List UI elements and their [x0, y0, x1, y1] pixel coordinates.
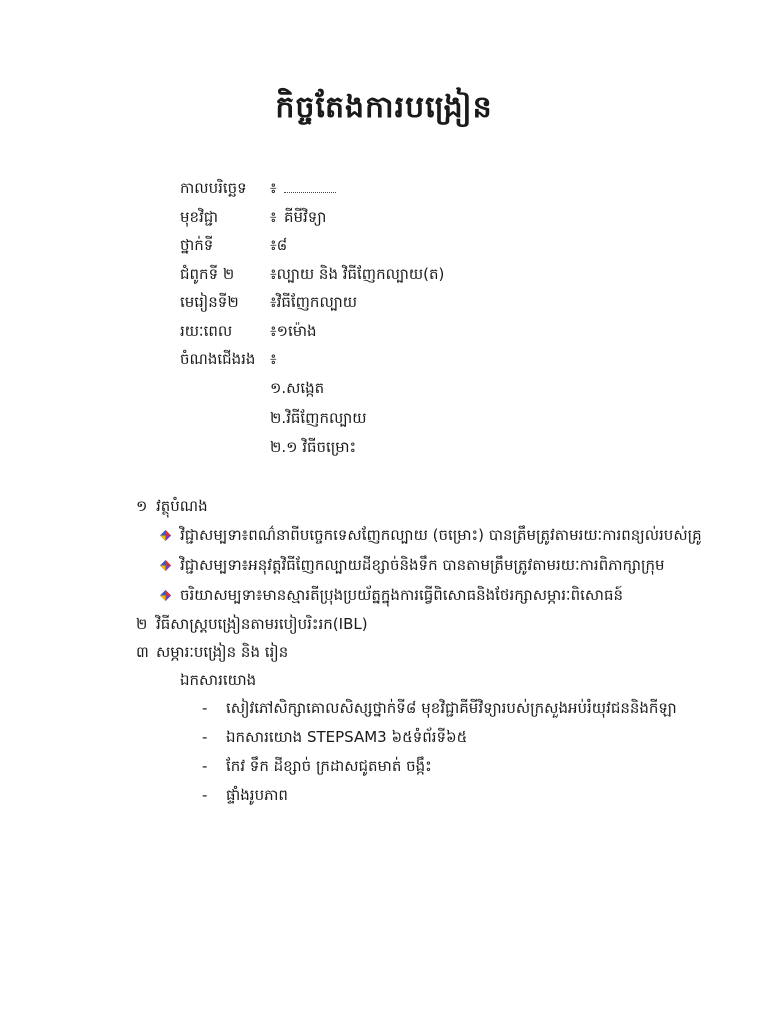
chapter-value: ៖ល្បាយ និង វិធីញែកល្បាយ(ត)	[270, 264, 445, 283]
reference-text: សៀវភៅសិក្សាគោលសិស្សថ្នាក់ទី៨ មុខវិជ្ជាគីមីវិទ្យារបស់ក្រសួងអប់រំយុវជននិងកីឡា	[226, 699, 677, 717]
objective-item	[136, 550, 768, 580]
section-title: វិធីសាស្ត្របង្រៀនតាមរបៀបរិះរក(IBL)	[156, 615, 368, 633]
section-objectives-heading	[136, 492, 768, 520]
dash-bullet-icon: -	[202, 757, 208, 775]
reference-item	[136, 781, 768, 810]
dash-bullet-icon: -	[202, 786, 208, 804]
document-title: កិច្ចតែងការបង្រៀន	[275, 90, 493, 125]
objective-text: វិជ្ជាសម្បទា៖ពណ៌នាពីបច្ចេកទេសញែកល្បាយ (ចម្រោះ) បានត្រឹមត្រូវតាមរយៈការពន្យល់របស់គ្រូ	[180, 526, 702, 544]
date-label: កាលបរិច្ឆេទ	[180, 179, 247, 197]
subtopic-item: ១.សង្កេត	[270, 379, 325, 397]
duration-label: រយៈពេល	[180, 321, 233, 340]
reference-text: ផ្ទាំងរូបភាព	[226, 786, 288, 804]
subtopic-item: ២.១ វិធីចម្រោះ	[270, 438, 357, 456]
diamond-bullet-icon	[160, 530, 171, 541]
subtopic-item: ២.វិធីញែកល្បាយ	[270, 408, 367, 427]
duration-value: ៖១ម៉ោង	[270, 321, 317, 340]
reference-text: កែវ ទឹក ដីខ្សាច់ ក្រដាសជូតមាត់ ចង្កឹះ	[226, 757, 432, 775]
grade-value: ៖៨	[270, 236, 288, 254]
section-title: វត្ថុបំណង	[156, 497, 208, 515]
lesson-label: មេរៀនទី២	[180, 293, 239, 311]
subtitle-separator: ៖	[270, 350, 277, 368]
subject-separator: ៖	[270, 207, 277, 226]
lesson-value: ៖វិធីញែកល្បាយ	[270, 293, 358, 311]
reference-text: ឯកសារយោង STEPSAM3 ៦៥ទំព័រទី៦៥	[226, 728, 468, 746]
section-number: ៣	[136, 643, 149, 661]
section-materials-heading	[136, 638, 768, 666]
objective-text: ចរិយាសម្បទា៖មានស្មារតីប្រុងប្រយ័ត្នក្នុងការធ្វើពិសោធនិងថែរក្សាសម្ភារៈពិសោធន៍	[180, 586, 624, 604]
subject-value: គីមីវិទ្យា	[284, 207, 327, 226]
subtopic-list	[270, 374, 367, 463]
section-number: ១	[136, 497, 148, 515]
reference-item	[136, 694, 768, 723]
subtitle-label: ចំណងជើងរង	[180, 350, 256, 368]
references-heading	[136, 666, 768, 694]
chapter-label: ជំពូកទី ២	[180, 264, 235, 283]
section-number: ២	[136, 615, 148, 633]
section-method-heading	[136, 610, 768, 638]
references-title: ឯកសារយោង	[180, 671, 257, 689]
lesson-sections	[136, 492, 768, 810]
dash-bullet-icon: -	[202, 699, 208, 717]
section-title: សម្ភារៈបង្រៀន និង រៀន	[156, 643, 289, 661]
objective-text: វិជ្ជាសម្បទា៖អនុវត្តវិធីញែកល្បាយដីខ្សាច់និងទឹក បានតាមត្រឹមត្រូវតាមរយៈការពិភាក្សាក្រុម	[180, 556, 665, 574]
reference-item	[136, 752, 768, 781]
dash-bullet-icon: -	[202, 728, 208, 746]
date-blank	[284, 174, 336, 202]
objective-item	[136, 520, 768, 550]
diamond-bullet-icon	[160, 560, 171, 571]
date-separator: ៖	[270, 179, 277, 197]
subject-label: មុខវិជ្ជា	[180, 207, 219, 226]
grade-label: ថ្នាក់ទី	[180, 236, 214, 254]
objective-item	[136, 580, 768, 610]
diamond-bullet-icon	[160, 590, 171, 601]
reference-item	[136, 723, 768, 752]
